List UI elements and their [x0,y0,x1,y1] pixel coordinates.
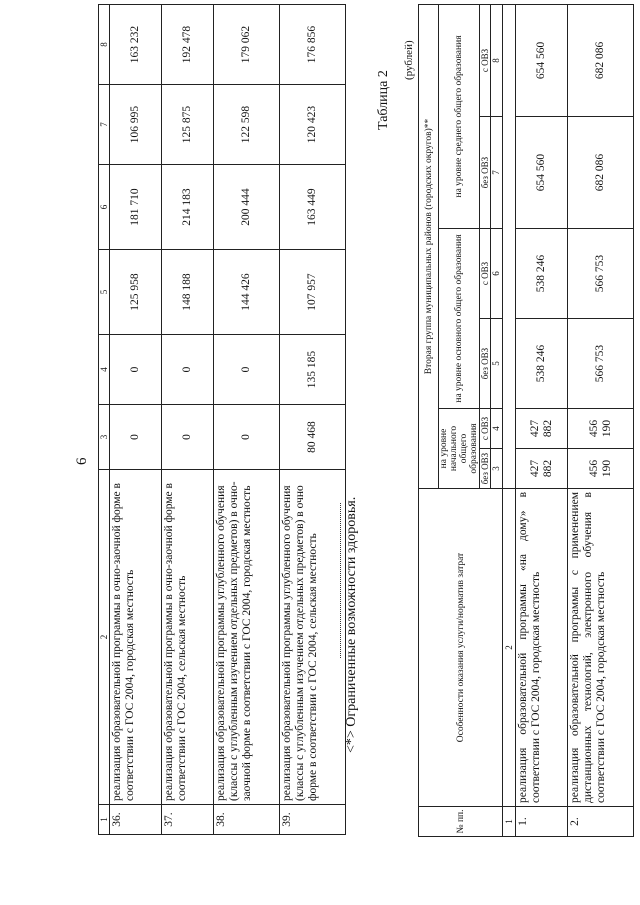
column-number: 2 [503,489,516,807]
column-number-spacer [503,4,516,488]
row-description: реализация образовательной программы «на дому» в соответствии с ГОС 2004, городская местность [516,489,568,807]
cell-value: 192 478 [162,5,214,85]
column-number: 5 [491,319,503,409]
column-number: 3 [491,449,503,489]
row-number: 39. [280,805,346,835]
column-number: 6 [491,229,503,319]
cell-value: 682 086 [568,4,634,116]
table-2-unit: (рублей) [403,40,415,80]
cell-value: 200 444 [214,165,280,250]
table-1 [98,4,346,835]
cell-value: 163 232 [110,5,162,85]
table-row [214,5,280,835]
column-number: 7 [491,117,503,229]
footnote: <*> Ограниченные возможности здоровья. [344,496,359,753]
cell-value: 654 560 [516,4,568,116]
subheader-without: без ОВЗ [480,449,491,489]
cell-value: 427 882 [516,409,568,449]
table-2-header-row [419,4,439,836]
subheader-without: без ОВЗ [480,117,491,229]
row-description: реализация образовательной программы в очно-заочной форме в соответствии с ГОС 2004, городская местность [110,470,162,805]
cell-value: 107 957 [280,250,346,335]
column-number: 5 [99,250,110,335]
table-row [110,5,162,835]
column-number: 8 [99,5,110,85]
table-2-colnum-row [503,4,516,836]
cell-value: 427 882 [516,449,568,489]
cell-value: 214 183 [162,165,214,250]
row-number: 36. [110,805,162,835]
row-number: 1. [516,807,568,837]
cell-value: 538 246 [516,229,568,319]
cell-value: 682 086 [568,117,634,229]
table-2-title: Таблица 2 [376,70,391,130]
cell-value: 125 958 [110,250,162,335]
row-description: реализация образовательной программы углубленного обучения (классы с углубленным изучением отдельных предметов) в очно форме в соответствии с ГОС 2004, сельская местность [280,470,346,805]
cell-value: 135 185 [280,335,346,405]
cell-value: 0 [214,405,280,470]
row-description: реализация образовательной программы углубленного обучения (классы с углубленным изучением отдельных предметов) в очно-заочной форме в соответствии с ГОС 2004, городская местность [214,470,280,805]
cell-value: 144 426 [214,250,280,335]
column-number: 4 [491,409,503,449]
footnote-separator [340,503,341,658]
cell-value: 122 598 [214,85,280,165]
cell-value: 654 560 [516,117,568,229]
cell-value: 456 190 [568,449,634,489]
row-description: реализация образовательной программы в очно-заочной форме в соответствии с ГОС 2004, сельская местность [162,470,214,805]
level-header: на уровне начального общего образования [439,409,480,489]
subheader-with: с ОВЗ [480,229,491,319]
column-number: 8 [491,4,503,116]
cell-value: 80 468 [280,405,346,470]
column-number: 7 [99,85,110,165]
column-header-number: № пп. [419,807,503,837]
row-description: реализация образовательной программы с применением дистанционных технологий, электронного обучения в соответствии с ГОС 2004, городская местность [568,489,634,807]
cell-value: 538 246 [516,319,568,409]
column-number: 4 [99,335,110,405]
row-number: 2. [568,807,634,837]
table-row [568,4,634,836]
cell-value: 125 875 [162,85,214,165]
page-number: 6 [74,457,90,465]
row-number: 38. [214,805,280,835]
table-2 [418,4,634,837]
cell-value: 0 [162,335,214,405]
cell-value: 120 423 [280,85,346,165]
cell-value: 163 449 [280,165,346,250]
subheader-with: с ОВЗ [480,4,491,116]
level-header: на уровне основного общего образования [439,229,480,409]
cell-value: 176 856 [280,5,346,85]
cell-value: 0 [110,335,162,405]
cell-value: 566 753 [568,229,634,319]
column-number: 2 [99,470,110,805]
table-row [516,4,568,836]
cell-value: 456 190 [568,409,634,449]
level-header: на уровне среднего общего образования [439,4,480,228]
cell-value: 0 [110,405,162,470]
column-number: 3 [99,405,110,470]
column-number: 1 [503,807,516,837]
cell-value: 179 062 [214,5,280,85]
cell-value: 181 710 [110,165,162,250]
cell-value: 148 188 [162,250,214,335]
column-number: 6 [99,165,110,250]
cell-value: 0 [162,405,214,470]
table-row [280,5,346,835]
column-header-feature: Особенности оказания услуги/норматив затрат [419,489,503,807]
row-number: 37. [162,805,214,835]
subheader-with: с ОВЗ [480,409,491,449]
subheader-without: без ОВЗ [480,319,491,409]
group-header: Вторая группа муниципальных районов (городских округов)** [419,4,439,488]
column-number: 1 [99,805,110,835]
cell-value: 106 995 [110,85,162,165]
cell-value: 0 [214,335,280,405]
table-row [162,5,214,835]
table-1-header-row [99,5,110,835]
cell-value: 566 753 [568,319,634,409]
